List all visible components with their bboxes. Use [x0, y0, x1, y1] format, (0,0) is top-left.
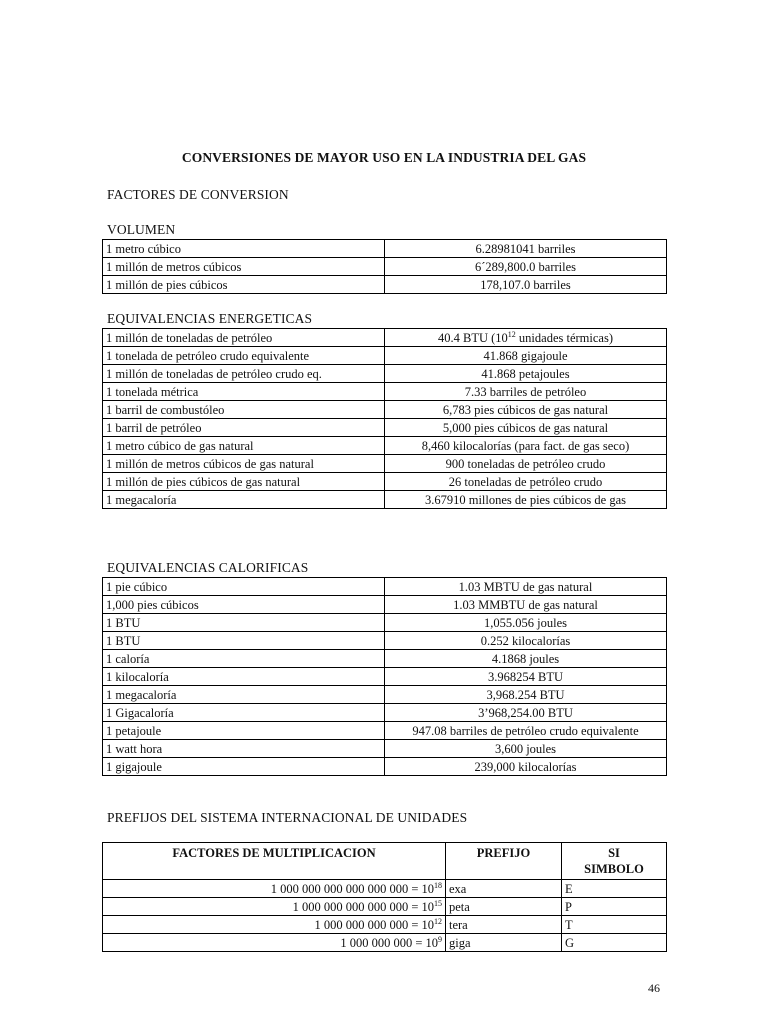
factor-cell [103, 880, 446, 898]
exponent: 18 [434, 880, 442, 890]
value-cell: 3.67910 millones de pies cúbicos de gas [385, 491, 667, 509]
value-cell: 41.868 petajoules [385, 365, 667, 383]
value-cell: 6´289,800.0 barriles [385, 258, 667, 276]
table-row [103, 258, 667, 276]
unit-cell: 1 millón de pies cúbicos [103, 276, 385, 294]
table-row [103, 383, 667, 401]
value-cell: 6,783 pies cúbicos de gas natural [385, 401, 667, 419]
table-row [103, 455, 667, 473]
table-row [103, 898, 667, 916]
exponent: 12 [434, 916, 442, 926]
simbolo-cell: E [562, 880, 667, 898]
prefijo-cell: giga [446, 934, 562, 952]
table-row [103, 632, 667, 650]
unit-cell: 1,000 pies cúbicos [103, 596, 385, 614]
unit-cell: 1 metro cúbico de gas natural [103, 437, 385, 455]
unit-cell: 1 millón de metros cúbicos de gas natural [103, 455, 385, 473]
unit-cell: 1 barril de combustóleo [103, 401, 385, 419]
table-row [103, 722, 667, 740]
unit-cell: 1 BTU [103, 614, 385, 632]
unit-cell: 1 kilocaloría [103, 668, 385, 686]
value-cell: 0.252 kilocalorías [385, 632, 667, 650]
energeticas-heading: EQUIVALENCIAS ENERGETICAS [107, 311, 313, 326]
table-row [103, 276, 667, 294]
header-simbolo-line2: SIMBOLO [584, 862, 644, 876]
unit-cell: 1 gigajoule [103, 758, 385, 776]
prefijo-cell: tera [446, 916, 562, 934]
value-text: 40.4 BTU (10 [438, 330, 508, 345]
factor-cell [103, 934, 446, 952]
table-row [103, 916, 667, 934]
unit-cell: 1 petajoule [103, 722, 385, 740]
unit-cell: 1 millón de toneladas de petróleo crudo eq. [103, 365, 385, 383]
table-row [103, 329, 667, 347]
unit-cell: 1 millón de pies cúbicos de gas natural [103, 473, 385, 491]
value-cell [385, 329, 667, 347]
table-row [103, 758, 667, 776]
value-cell: 3’968,254.00 BTU [385, 704, 667, 722]
value-cell: 26 toneladas de petróleo crudo [385, 473, 667, 491]
prefijo-cell: exa [446, 880, 562, 898]
header-simbolo-line1: SI [608, 846, 620, 860]
table-row [103, 578, 667, 596]
section-subtitle: FACTORES DE CONVERSION [107, 187, 289, 202]
simbolo-cell: G [562, 934, 667, 952]
factor-cell [103, 898, 446, 916]
table-row [103, 401, 667, 419]
table-row [103, 347, 667, 365]
unit-cell: 1 megacaloría [103, 491, 385, 509]
value-cell: 3,600 joules [385, 740, 667, 758]
value-cell: 239,000 kilocalorías [385, 758, 667, 776]
volumen-table [102, 239, 667, 294]
unit-cell: 1 millón de toneladas de petróleo [103, 329, 385, 347]
unit-cell: 1 millón de metros cúbicos [103, 258, 385, 276]
exponent: 9 [438, 934, 442, 944]
factor-text: 1 000 000 000 000 000 000 = 10 [270, 881, 434, 896]
page-number: 46 [648, 981, 660, 995]
value-cell: 947.08 barriles de petróleo crudo equivalente [385, 722, 667, 740]
factor-text: 1 000 000 000 000 = 10 [314, 917, 434, 932]
value-cell: 41.868 gigajoule [385, 347, 667, 365]
unit-cell: 1 caloría [103, 650, 385, 668]
value-cell: 5,000 pies cúbicos de gas natural [385, 419, 667, 437]
value-cell: 1.03 MBTU de gas natural [385, 578, 667, 596]
header-simbolo [562, 843, 667, 880]
header-prefijo: PREFIJO [446, 843, 562, 880]
factor-cell [103, 916, 446, 934]
exponent: 15 [434, 898, 442, 908]
table-row [103, 240, 667, 258]
value-cell: 3,968.254 BTU [385, 686, 667, 704]
table-row [103, 686, 667, 704]
value-text: unidades térmicas) [515, 330, 613, 345]
unit-cell: 1 metro cúbico [103, 240, 385, 258]
table-row [103, 650, 667, 668]
unit-cell: 1 megacaloría [103, 686, 385, 704]
value-cell: 4.1868 joules [385, 650, 667, 668]
factor-text: 1 000 000 000 = 10 [340, 935, 438, 950]
simbolo-cell: P [562, 898, 667, 916]
table-row [103, 437, 667, 455]
exponent: 12 [507, 329, 516, 339]
unit-cell: 1 Gigacaloría [103, 704, 385, 722]
unit-cell: 1 BTU [103, 632, 385, 650]
energeticas-table [102, 328, 667, 509]
table-row [103, 491, 667, 509]
unit-cell: 1 pie cúbico [103, 578, 385, 596]
unit-cell: 1 tonelada de petróleo crudo equivalente [103, 347, 385, 365]
value-cell: 6.28981041 barriles [385, 240, 667, 258]
prefijos-table [102, 842, 667, 952]
prefijos-heading: PREFIJOS DEL SISTEMA INTERNACIONAL DE UNIDADES [107, 810, 468, 825]
table-row [103, 419, 667, 437]
unit-cell: 1 tonelada métrica [103, 383, 385, 401]
calorificas-heading: EQUIVALENCIAS CALORIFICAS [107, 560, 309, 575]
value-cell: 1,055.056 joules [385, 614, 667, 632]
value-cell: 1.03 MMBTU de gas natural [385, 596, 667, 614]
unit-cell: 1 barril de petróleo [103, 419, 385, 437]
value-cell: 178,107.0 barriles [385, 276, 667, 294]
table-header-row [103, 843, 667, 880]
unit-cell: 1 watt hora [103, 740, 385, 758]
table-row [103, 365, 667, 383]
prefijo-cell: peta [446, 898, 562, 916]
simbolo-cell: T [562, 916, 667, 934]
calorificas-table [102, 577, 667, 776]
header-factor: FACTORES DE MULTIPLICACION [103, 843, 446, 880]
table-row [103, 740, 667, 758]
table-row [103, 614, 667, 632]
volumen-heading: VOLUMEN [107, 222, 176, 237]
value-cell: 7.33 barriles de petróleo [385, 383, 667, 401]
table-row [103, 473, 667, 491]
page-title: CONVERSIONES DE MAYOR USO EN LA INDUSTRIA DEL GAS [181, 150, 587, 165]
value-cell: 3.968254 BTU [385, 668, 667, 686]
value-cell: 8,460 kilocalorías (para fact. de gas seco) [385, 437, 667, 455]
factor-text: 1 000 000 000 000 000 = 10 [292, 899, 434, 914]
table-row [103, 934, 667, 952]
table-row [103, 596, 667, 614]
table-row [103, 704, 667, 722]
value-cell: 900 toneladas de petróleo crudo [385, 455, 667, 473]
table-row [103, 880, 667, 898]
table-row [103, 668, 667, 686]
